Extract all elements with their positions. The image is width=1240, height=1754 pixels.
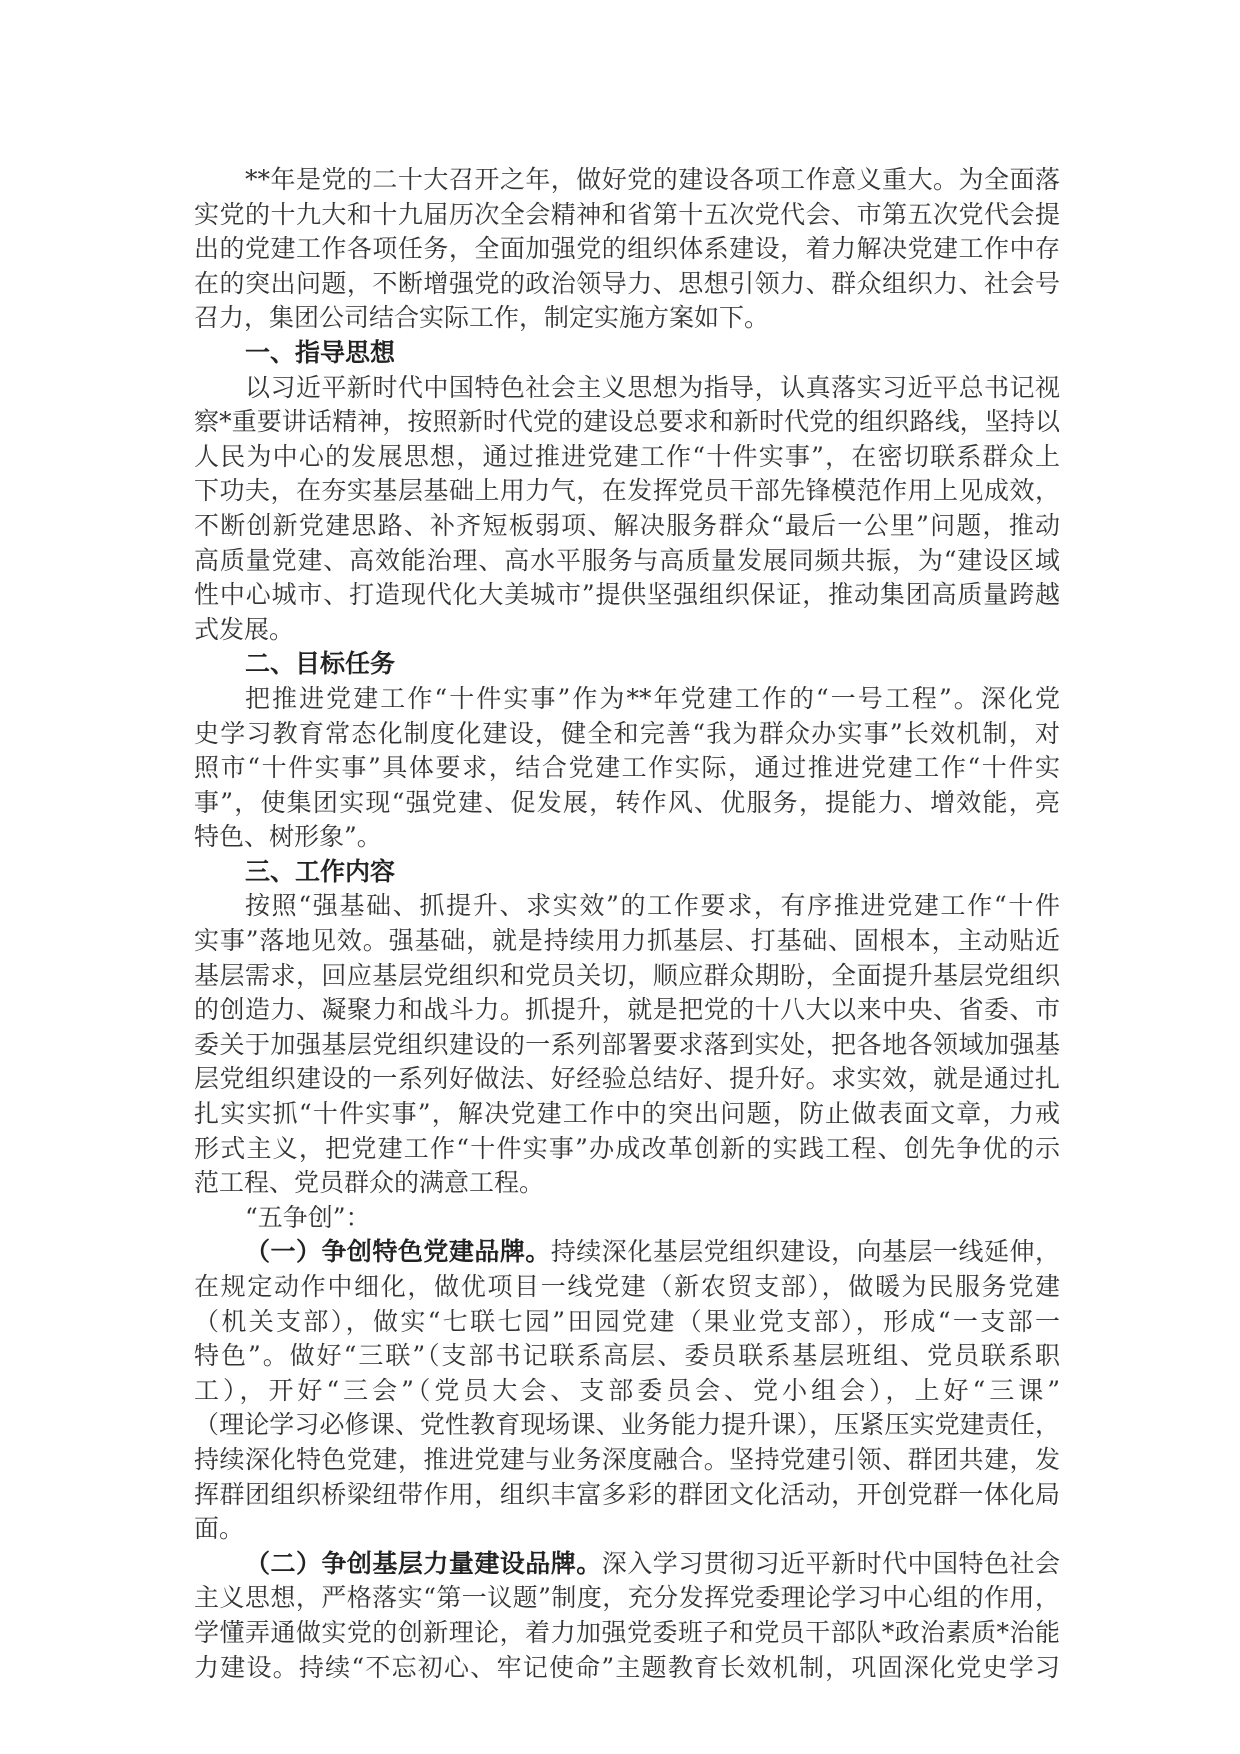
text-line: 人民为中心的发展思想，通过推进党建工作“十件实事”，在密切联系群众上 [194, 441, 1060, 471]
text-line: 挥群团组织桥梁纽带作用，组织丰富多彩的群团文化活动，开创党群一体化局 [194, 1479, 1060, 1509]
text-line: 在规定动作中细化，做优项目一线党建（新农贸支部），做暖为民服务党建 [194, 1272, 1060, 1301]
text-line: 的创造力、凝聚力和战斗力。抓提升，就是把党的十八大以来中央、省委、市 [194, 995, 1060, 1025]
text-line: （理论学习必修课、党性教育现场课、业务能力提升课），压紧压实党建责任， [194, 1410, 1060, 1440]
text-line: 在的突出问题，不断增强党的政治领导力、思想引领力、群众组织力、社会号 [194, 268, 1060, 298]
text-line: 扎实实抓“十件实事”，解决党建工作中的突出问题，防止做表面文章，力戒 [194, 1099, 1060, 1129]
paragraph [194, 371, 1060, 648]
paragraph [194, 682, 1060, 855]
text-line: **年是党的二十大召开之年，做好党的建设各项工作意义重大。为全面落 [245, 165, 1060, 194]
text-line: 照市“十件实事”具体要求，结合党建工作实际，通过推进党建工作“十件实 [194, 753, 1060, 783]
text-line: 面。 [194, 1514, 245, 1544]
text-line: 把推进党建工作“十件实事”作为**年党建工作的“一号工程”。深化党 [245, 683, 1060, 713]
item-lead-title: （一）争创特色党建品牌。 [245, 1237, 551, 1267]
text-line: 工），开好“三会”（党员大会、支部委员会、党小组会），上好“三课” [194, 1375, 1060, 1405]
text-line: 以习近平新时代中国特色社会主义思想为指导，认真落实习近平总书记视 [245, 372, 1060, 402]
item-text: 深入学习贯彻习近平新时代中国特色社会 [601, 1548, 1060, 1578]
list-item-paragraph [194, 1547, 1060, 1685]
text-line: 层党组织建设的一系列好做法、好经验总结好、提升好。求实效，就是通过扎 [194, 1064, 1060, 1094]
paragraph [194, 1201, 1060, 1236]
document-body [194, 163, 1060, 1685]
list-item-paragraph [194, 1235, 1060, 1546]
text-line: 按照“强基础、抓提升、求实效”的工作要求，有序推进党建工作“十件 [245, 891, 1060, 921]
text-line: 事”，使集团实现“强党建、促发展，转作风、优服务，提能力、增效能，亮 [194, 787, 1060, 817]
text-line: 出的党建工作各项任务，全面加强党的组织体系建设，着力解决党建工作中存 [194, 234, 1060, 264]
paragraph [194, 889, 1060, 1200]
section-heading [194, 647, 1060, 682]
text-line: 主义思想，严格落实“第一议题”制度，充分发挥党委理论学习中心组的作用， [194, 1583, 1060, 1613]
item-lead-title: （二）争创基层力量建设品牌。 [245, 1548, 602, 1578]
text-line: 实党的十九大和十九届历次全会精神和省第十五次党代会、市第五次党代会提 [194, 199, 1060, 229]
text-line: 式发展。 [194, 614, 295, 644]
section-heading [194, 336, 1060, 371]
text-line [194, 1547, 1060, 1582]
text-line: 力建设。持续“不忘初心、牢记使命”主题教育长效机制，巩固深化党史学习 [194, 1652, 1060, 1682]
text-line: 三、工作内容 [245, 856, 396, 886]
text-line: 召力，集团公司结合实际工作，制定实施方案如下。 [194, 303, 770, 333]
text-line: “五争创”： [245, 1202, 371, 1232]
text-line: 性中心城市、打造现代化大美城市”提供坚强组织保证，推动集团高质量跨越 [194, 580, 1060, 610]
text-line: 学懂弄通做实党的创新理论，着力加强党委班子和党员干部队*政治素质*治能 [194, 1617, 1060, 1647]
text-line: 一、指导思想 [245, 337, 396, 367]
text-line: （机关支部），做实“七联七园”田园党建（果业党支部），形成“一支部一 [194, 1306, 1060, 1336]
text-line: 特色、树形象”。 [194, 822, 382, 852]
text-line: 实事”落地见效。强基础，就是持续用力抓基层、打基础、固根本，主动贴近 [194, 926, 1060, 956]
text-line: 二、目标任务 [245, 649, 396, 679]
text-line: 下功夫，在夯实基层基础上用力气，在发挥党员干部先锋模范作用上见成效， [194, 476, 1060, 506]
section-heading [194, 855, 1060, 890]
text-line: 史学习教育常态化制度化建设，健全和完善“我为群众办实事”长效机制，对 [194, 718, 1060, 748]
text-line [194, 1235, 1060, 1270]
text-line: 范工程、党员群众的满意工程。 [194, 1168, 545, 1198]
text-line: 形式主义，把党建工作“十件实事”办成改革创新的实践工程、创先争优的示 [194, 1133, 1060, 1163]
text-line: 持续深化特色党建，推进党建与业务深度融合。坚持党建引领、群团共建，发 [194, 1444, 1060, 1474]
item-text: 持续深化基层党组织建设，向基层一线延伸， [550, 1237, 1060, 1267]
text-line: 不断创新党建思路、补齐短板弱项、解决服务群众“最后一公里”问题，推动 [194, 510, 1060, 540]
text-line: 基层需求，回应基层党组织和党员关切，顺应群众期盼，全面提升基层党组织 [194, 960, 1060, 990]
text-line: 察*重要讲话精神，按照新时代党的建设总要求和新时代党的组织路线，坚持以 [194, 407, 1060, 437]
text-line: 特色”。做好“三联”（支部书记联系高层、委员联系基层班组、党员联系职 [194, 1341, 1060, 1371]
text-line: 高质量党建、高效能治理、高水平服务与高质量发展同频共振，为“建设区域 [194, 545, 1060, 575]
paragraph [194, 163, 1060, 336]
text-line: 委关于加强基层党组织建设的一系列部署要求落到实处，把各地各领域加强基 [194, 1029, 1060, 1059]
